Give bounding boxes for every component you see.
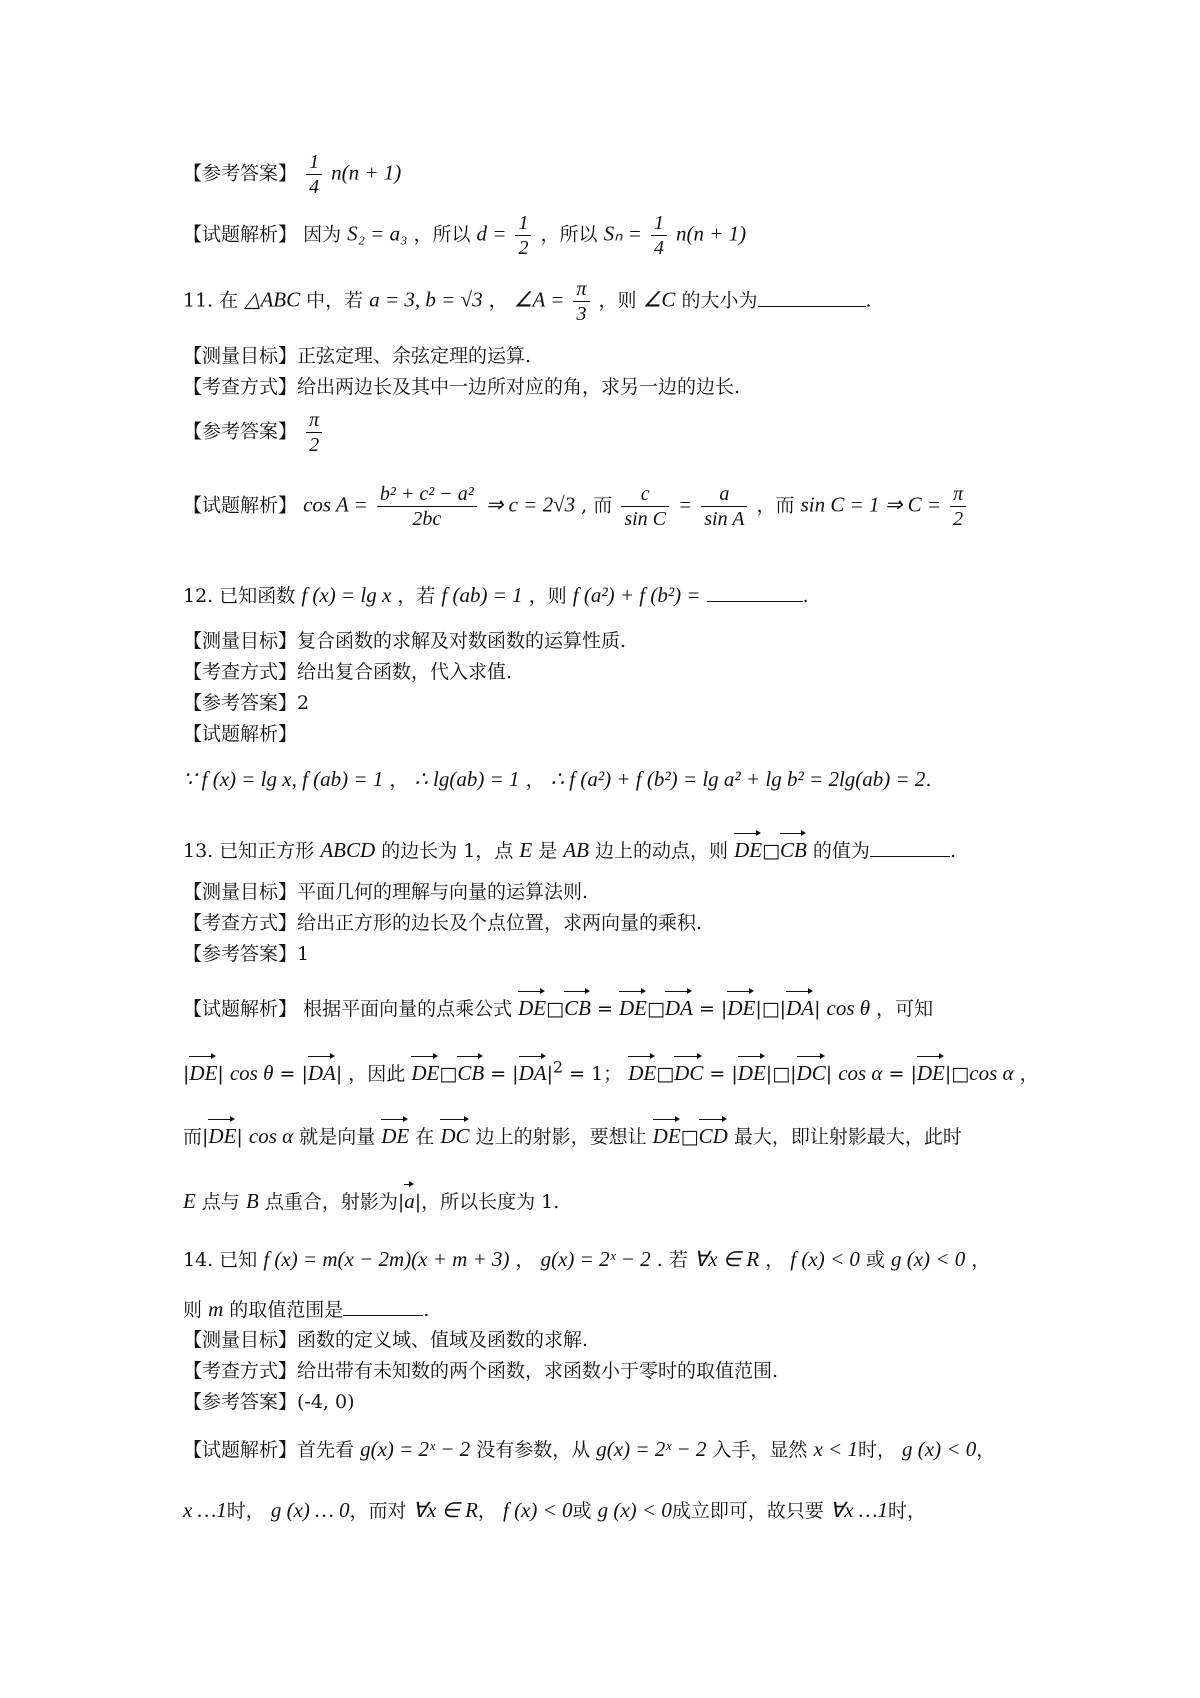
answer-tag: 【参考答案】 [183, 420, 298, 443]
answer-tag: 【参考答案】 [183, 1391, 298, 1413]
solution-14-line-1: 【试题解析】首先看 g(x) = 2ˣ − 2 没有参数，从 g(x) = 2ˣ − 2 入手，显然 x < 1时， g (x) < 0， [183, 1437, 996, 1461]
solution-10: 【试题解析】 因为 S₂ = a₃ ，所以 d = $\frac{1}{2}$ ，所以 Sₙ = $\frac{1}{4}$ n(n + 1) [183, 212, 747, 259]
solution-tag: 【试题解析】 [183, 223, 298, 246]
method-tag: 【考查方式】 [183, 376, 298, 398]
vector: DE [411, 1054, 439, 1086]
solution-13-line-3: 而|DE| cos α 就是向量 DE 在 DC 边上的射影，要想让 DE□CD 最大，即让射影最大，此时 [183, 1117, 962, 1150]
vector: DE [734, 831, 762, 863]
answer-tag: 【参考答案】 [183, 162, 298, 185]
goal-tag: 【测量目标】 [183, 1329, 298, 1351]
fraction: $\frac{\pi}{3}$ [573, 277, 589, 326]
fraction: $\frac{\pi}{2}$ [950, 482, 966, 531]
question-12: 12. 已知函数 f (x) = lg x ，若 f (ab) = 1 ，则 f (a²) + f (b²) = . [183, 583, 809, 607]
fraction: $\frac{c}{\text{sin C}}$ [621, 482, 669, 531]
vector: CB [780, 831, 807, 863]
solution-12-heading [183, 721, 297, 747]
answer-blank [707, 583, 803, 602]
method-tag: 【考查方式】 [183, 1360, 298, 1382]
vector: DA [786, 989, 814, 1021]
vector: CB [564, 989, 591, 1021]
vector: DE [381, 1117, 409, 1149]
solution-14-line-2: x …1时， g (x) … 0，而对 ∀x ∈ R， f (x) < 0或 g (x) < 0成立即可，故只要 ∀x …1时， [183, 1498, 927, 1522]
question-14-line-2: 则 m 的取值范围是 . [183, 1297, 430, 1321]
solution-13-line-4: E 点与 B 点重合，射影为|a|，所以长度为 1. [183, 1182, 559, 1215]
answer-11 [183, 408, 325, 457]
method-tag: 【考查方式】 [183, 912, 298, 934]
answer-blank [343, 1297, 423, 1316]
vector: DA [665, 989, 693, 1021]
method-11: 【考查方式】给出两边长及其中一边所对应的角，求另一边的边长. [183, 376, 741, 398]
fraction: $\frac{\pi}{2}$ [306, 408, 322, 457]
solution-tag: 【试题解析】 [183, 723, 298, 745]
vector: DE [619, 989, 647, 1021]
vector: DE [189, 1054, 217, 1086]
method-13: 【考查方式】给出正方形的边长及个点位置，求两向量的乘积. [183, 912, 703, 934]
vector: DA [519, 1054, 547, 1086]
fraction: $\frac{1}{2}$ [515, 211, 531, 260]
question-11: 11. 在 △ABC 中，若 a = 3, b = √3 ， ∠A = $\frac{\pi}{3}$ ，则 ∠C 的大小为 . [183, 278, 872, 325]
solution-tag: 【试题解析】 [183, 998, 298, 1020]
goal-14: 【测量目标】函数的定义域、值域及函数的求解. [183, 1329, 589, 1351]
solution-11: 【试题解析】 cos A = $\frac{\text{b² + c² − a²}}{2bc}$ ⇒ c = 2√3 , 而 $\frac{c}{\text{sin C}}$ = $\frac{a}{\text{sin A}}$ ，而 sin C = 1 ⇒ C = $\frac{\pi}{2}$ [183, 482, 969, 531]
vector: DE [208, 1117, 236, 1149]
goal-11: 【测量目标】正弦定理、余弦定理的运算. [183, 345, 532, 367]
vector: CB [457, 1054, 484, 1086]
fraction: $\frac{a}{\text{sin A}}$ [701, 482, 747, 531]
fraction: $\frac{1}{4}$ [651, 211, 667, 260]
goal-13: 【测量目标】平面几何的理解与向量的运算法则. [183, 881, 589, 903]
answer-12: 【参考答案】2 [183, 692, 310, 714]
goal-tag: 【测量目标】 [183, 630, 298, 652]
vector: DE [518, 989, 546, 1021]
answer-blank [870, 838, 950, 857]
answer-tag: 【参考答案】 [183, 943, 298, 965]
answer-13: 【参考答案】1 [183, 943, 310, 965]
answer-blank [758, 288, 866, 307]
answer-tag: 【参考答案】 [183, 692, 298, 714]
method-tag: 【考查方式】 [183, 661, 298, 683]
vector: DE [727, 989, 755, 1021]
vector: DC [674, 1054, 703, 1086]
vector: DE [917, 1054, 945, 1086]
question-14-line-1: 14. 已知 f (x) = m(x − 2m)(x + m + 3) ， g(x) = 2ˣ − 2 . 若 ∀x ∈ R ， f (x) < 0 或 g (x) < 0 ， [183, 1247, 991, 1271]
solution-tag: 【试题解析】 [183, 1439, 298, 1461]
answer-10 [183, 150, 401, 199]
fraction: $\frac{1}{4}$ [306, 150, 322, 199]
vector: DE [653, 1117, 681, 1149]
vector: DC [797, 1054, 826, 1086]
vector: DE [738, 1054, 766, 1086]
method-12: 【考查方式】给出复合函数，代入求值. [183, 661, 513, 683]
vector: DC [440, 1117, 469, 1149]
solution-tag: 【试题解析】 [183, 494, 298, 517]
question-13: 13. 已知正方形 ABCD 的边长为 1，点 E 是 AB 边上的动点，则 DE□CB 的值为 . [183, 831, 956, 864]
vector: DE [628, 1054, 656, 1086]
solution-13-line-1: 【试题解析】 根据平面向量的点乘公式 DE□CB = DE□DA = |DE|□|DA| cos θ ，可知 [183, 989, 933, 1022]
answer-value: n(n + 1) [331, 160, 402, 185]
answer-14: 【参考答案】(-4, 0) [183, 1391, 355, 1413]
goal-12: 【测量目标】复合函数的求解及对数函数的运算性质. [183, 630, 627, 652]
goal-tag: 【测量目标】 [183, 345, 298, 367]
fraction: $\frac{\text{b² + c² − a²}}{2bc}$ [377, 482, 477, 531]
vector: DA [308, 1054, 336, 1086]
solution-12: ∵ f (x) = lg x, f (ab) = 1 ， ∴ lg(ab) = 1 ， ∴ f (a²) + f (b²) = lg a² + lg b² = 2lg(ab) = 2. [183, 767, 932, 791]
vector: a [404, 1182, 415, 1214]
solution-13-line-2: |DE| cos θ = |DA| ，因此 DE□CB = $|DA|^2 = 1$； DE□DC = |DE|□|DC| cos α = |DE|□cos α ， [183, 1054, 1039, 1087]
vector: CD [699, 1117, 728, 1149]
method-14: 【考查方式】给出带有未知数的两个函数，求函数小于零时的取值范围. [183, 1360, 779, 1382]
goal-tag: 【测量目标】 [183, 881, 298, 903]
